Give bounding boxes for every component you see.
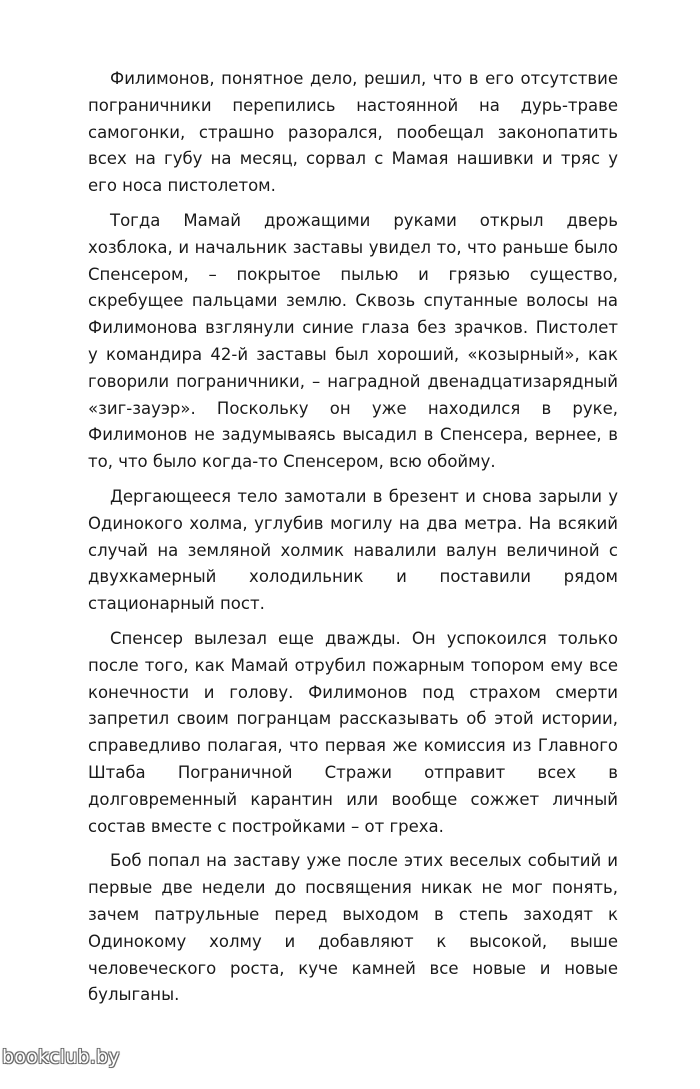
- book-page-text: [88, 66, 618, 1017]
- paragraph-5: Боб попал на заставу уже после этих веселых событий и первые две недели до посвящения никак не мог понять, зачем патрульные перед выходом в степь заходят к Одинокому холму и добавляют к высокой, выше человеческого роста, куче камней все новые и новые булыганы.: [88, 851, 618, 1005]
- paragraph-2: Тогда Мамай дрожащими руками открыл дверь хозблока, и начальник заставы увидел то, что раньше было Спенсером, – покрытое пылью и грязью существо, скребущее пальцами землю. Сквозь спутанные волосы на Филимонова взглянули синие глаза без зрачков. Пистолет у командира 42-й заставы был хороший, «козырный», как говорили пограничники, – наградной двенадцатизарядный «зиг-зауэр». Поскольку он уже находился в руке, Филимонов не задумываясь высадил в Спенсера, вернее, в то, что было когда-то Спенсером, всю обойму.: [88, 210, 618, 472]
- site-watermark: bookclub.by: [2, 1046, 120, 1068]
- paragraph-3: Дергающееся тело замотали в брезент и снова зарыли у Одинокого холма, углубив могилу на два метра. На всякий случай на земляной холмик навалили валун величиной с двухкамерный холодильник и поставили рядом стационарный пост.: [88, 486, 618, 614]
- paragraph-1: Филимонов, понятное дело, решил, что в его отсутствие пограничники перепились настоянной на дурь-траве самогонки, страшно разорался, пообещал законопатить всех на губу на месяц, сорвал с Мамая нашивки и тряс у его носа пистолетом.: [88, 69, 618, 196]
- paragraph-4: Спенсер вылезал еще дважды. Он успокоился только после того, как Мамай отрубил пожарным топором ему все конечности и голову. Филимонов под страхом смерти запретил своим погранцам рассказывать об этой истории, справедливо полагая, что первая же комиссия из Главного Штаба Пограничной Стражи отправит всех в долговременный карантин или вообще сожжет личный состав вместе с постройками – от греха.: [88, 628, 618, 836]
